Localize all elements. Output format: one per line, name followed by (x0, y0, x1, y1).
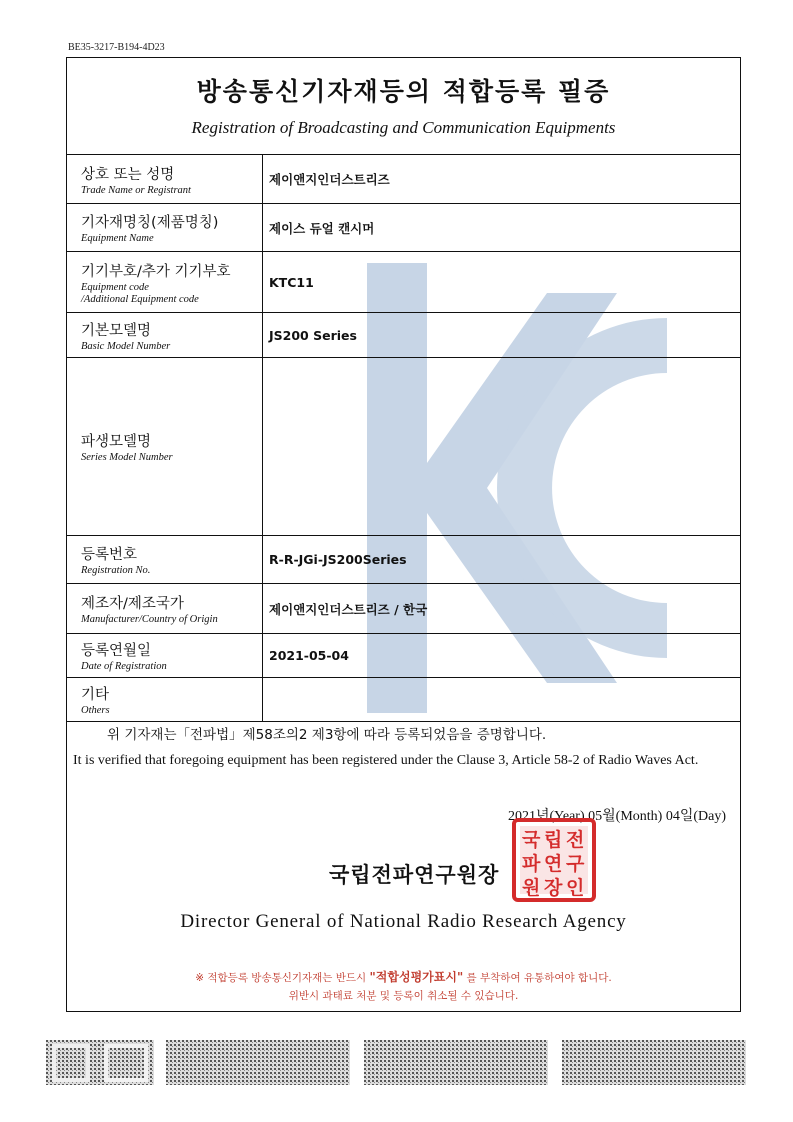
row-series-model (67, 358, 740, 536)
title-korean: 방송통신기자재등의 적합등록 필증 (196, 77, 611, 106)
svg-text:전: 전 (566, 829, 585, 851)
row-registration-no (67, 536, 740, 584)
registration-date-value: 2021-05-04 (269, 648, 349, 663)
label-korean: 제조자/제조국가 (81, 596, 184, 612)
label-korean: 기기부호/추가 기기부호 (81, 263, 231, 280)
issuer-korean: 국립전파연구원장 (329, 863, 500, 887)
label-korean: 등록연월일 (81, 643, 152, 659)
label-english: Basic Model Number (81, 340, 171, 352)
label-korean: 기자재명칭(제품명칭) (81, 215, 219, 231)
row-trade-name (67, 155, 740, 204)
title-block (67, 58, 740, 155)
notice-line-2: 위반시 과태료 처분 및 등록이 취소될 수 있습니다. (288, 990, 519, 1002)
label-english-2: /Additional Equipment code (81, 293, 199, 305)
svg-text:파: 파 (522, 853, 541, 875)
statement (67, 723, 740, 773)
certificate-frame (66, 57, 741, 1012)
label-english: Series Model Number (81, 452, 173, 463)
label-english: Date of Registration (81, 661, 167, 672)
trade-name-value: 제이앤지인더스트리즈 (269, 172, 390, 187)
equipment-name-value: 제이스 듀얼 캔시머 (269, 220, 375, 236)
document-code: BE35-3217-B194-4D23 (68, 42, 165, 53)
barcode-2-icon (166, 1040, 350, 1085)
label-korean: 상호 또는 성명 (81, 166, 175, 183)
basic-model-value: JS200 Series (269, 327, 357, 343)
label-english: Registration No. (81, 565, 151, 576)
row-registration-date (67, 634, 740, 678)
notice (67, 968, 740, 1005)
label-english: Equipment Name (81, 233, 154, 244)
notice-highlight: "적합성평가표시" (369, 970, 464, 984)
label-english: Others (81, 705, 110, 716)
row-equipment-name (67, 204, 740, 252)
label-english: Manufacturer/Country of Origin (81, 614, 218, 625)
title-english: Registration of Broadcasting and Communication Equipments (191, 118, 616, 137)
barcode-4-icon (562, 1040, 746, 1085)
barcode-1-icon (46, 1040, 154, 1085)
official-seal-icon (512, 818, 596, 902)
row-manufacturer (67, 584, 740, 634)
row-basic-model (67, 313, 740, 358)
label-english: Trade Name or Registrant (81, 184, 191, 196)
svg-text:국: 국 (522, 829, 541, 851)
row-others (67, 678, 740, 722)
others-value (263, 678, 740, 721)
svg-text:인: 인 (566, 877, 585, 899)
info-table (67, 155, 740, 722)
notice-line-1 (67, 968, 740, 987)
svg-text:립: 립 (544, 829, 563, 851)
svg-text:연: 연 (544, 853, 563, 875)
label-english: Equipment code (81, 281, 149, 293)
issuer-english: Director General of National Radio Research Agency (180, 911, 627, 932)
svg-text:구: 구 (566, 853, 585, 875)
svg-text:장: 장 (544, 877, 563, 899)
label-korean: 파생모델명 (81, 434, 152, 450)
equipment-code-value: KTC11 (269, 274, 314, 290)
registration-no-value: R-R-JGi-JS200Series (269, 552, 407, 567)
label-korean: 등록번호 (81, 547, 138, 563)
notice-suffix: 를 부착하여 유통하여야 합니다. (463, 972, 612, 984)
label-korean: 기타 (81, 687, 110, 703)
series-model-value (263, 358, 740, 535)
notice-prefix: ※ 적합등록 방송통신기자재는 반드시 (195, 972, 370, 984)
row-equipment-code (67, 252, 740, 313)
issue-date: 2021년(Year) 05월(Month) 04일(Day) (507, 809, 726, 824)
statement-korean: 위 기자재는「전파법」제58조의2 제3항에 따라 등록되었음을 증명합니다. (107, 727, 547, 743)
barcode-3-icon (364, 1040, 548, 1085)
svg-text:원: 원 (522, 877, 541, 899)
statement-english: It is verified that foregoing equipment has been registered under the Clause 3, Article 58-2 of Radio Waves Act. (73, 753, 699, 768)
manufacturer-value: 제이앤지인더스트리즈 / 한국 (269, 601, 428, 617)
label-korean: 기본모델명 (81, 322, 152, 339)
